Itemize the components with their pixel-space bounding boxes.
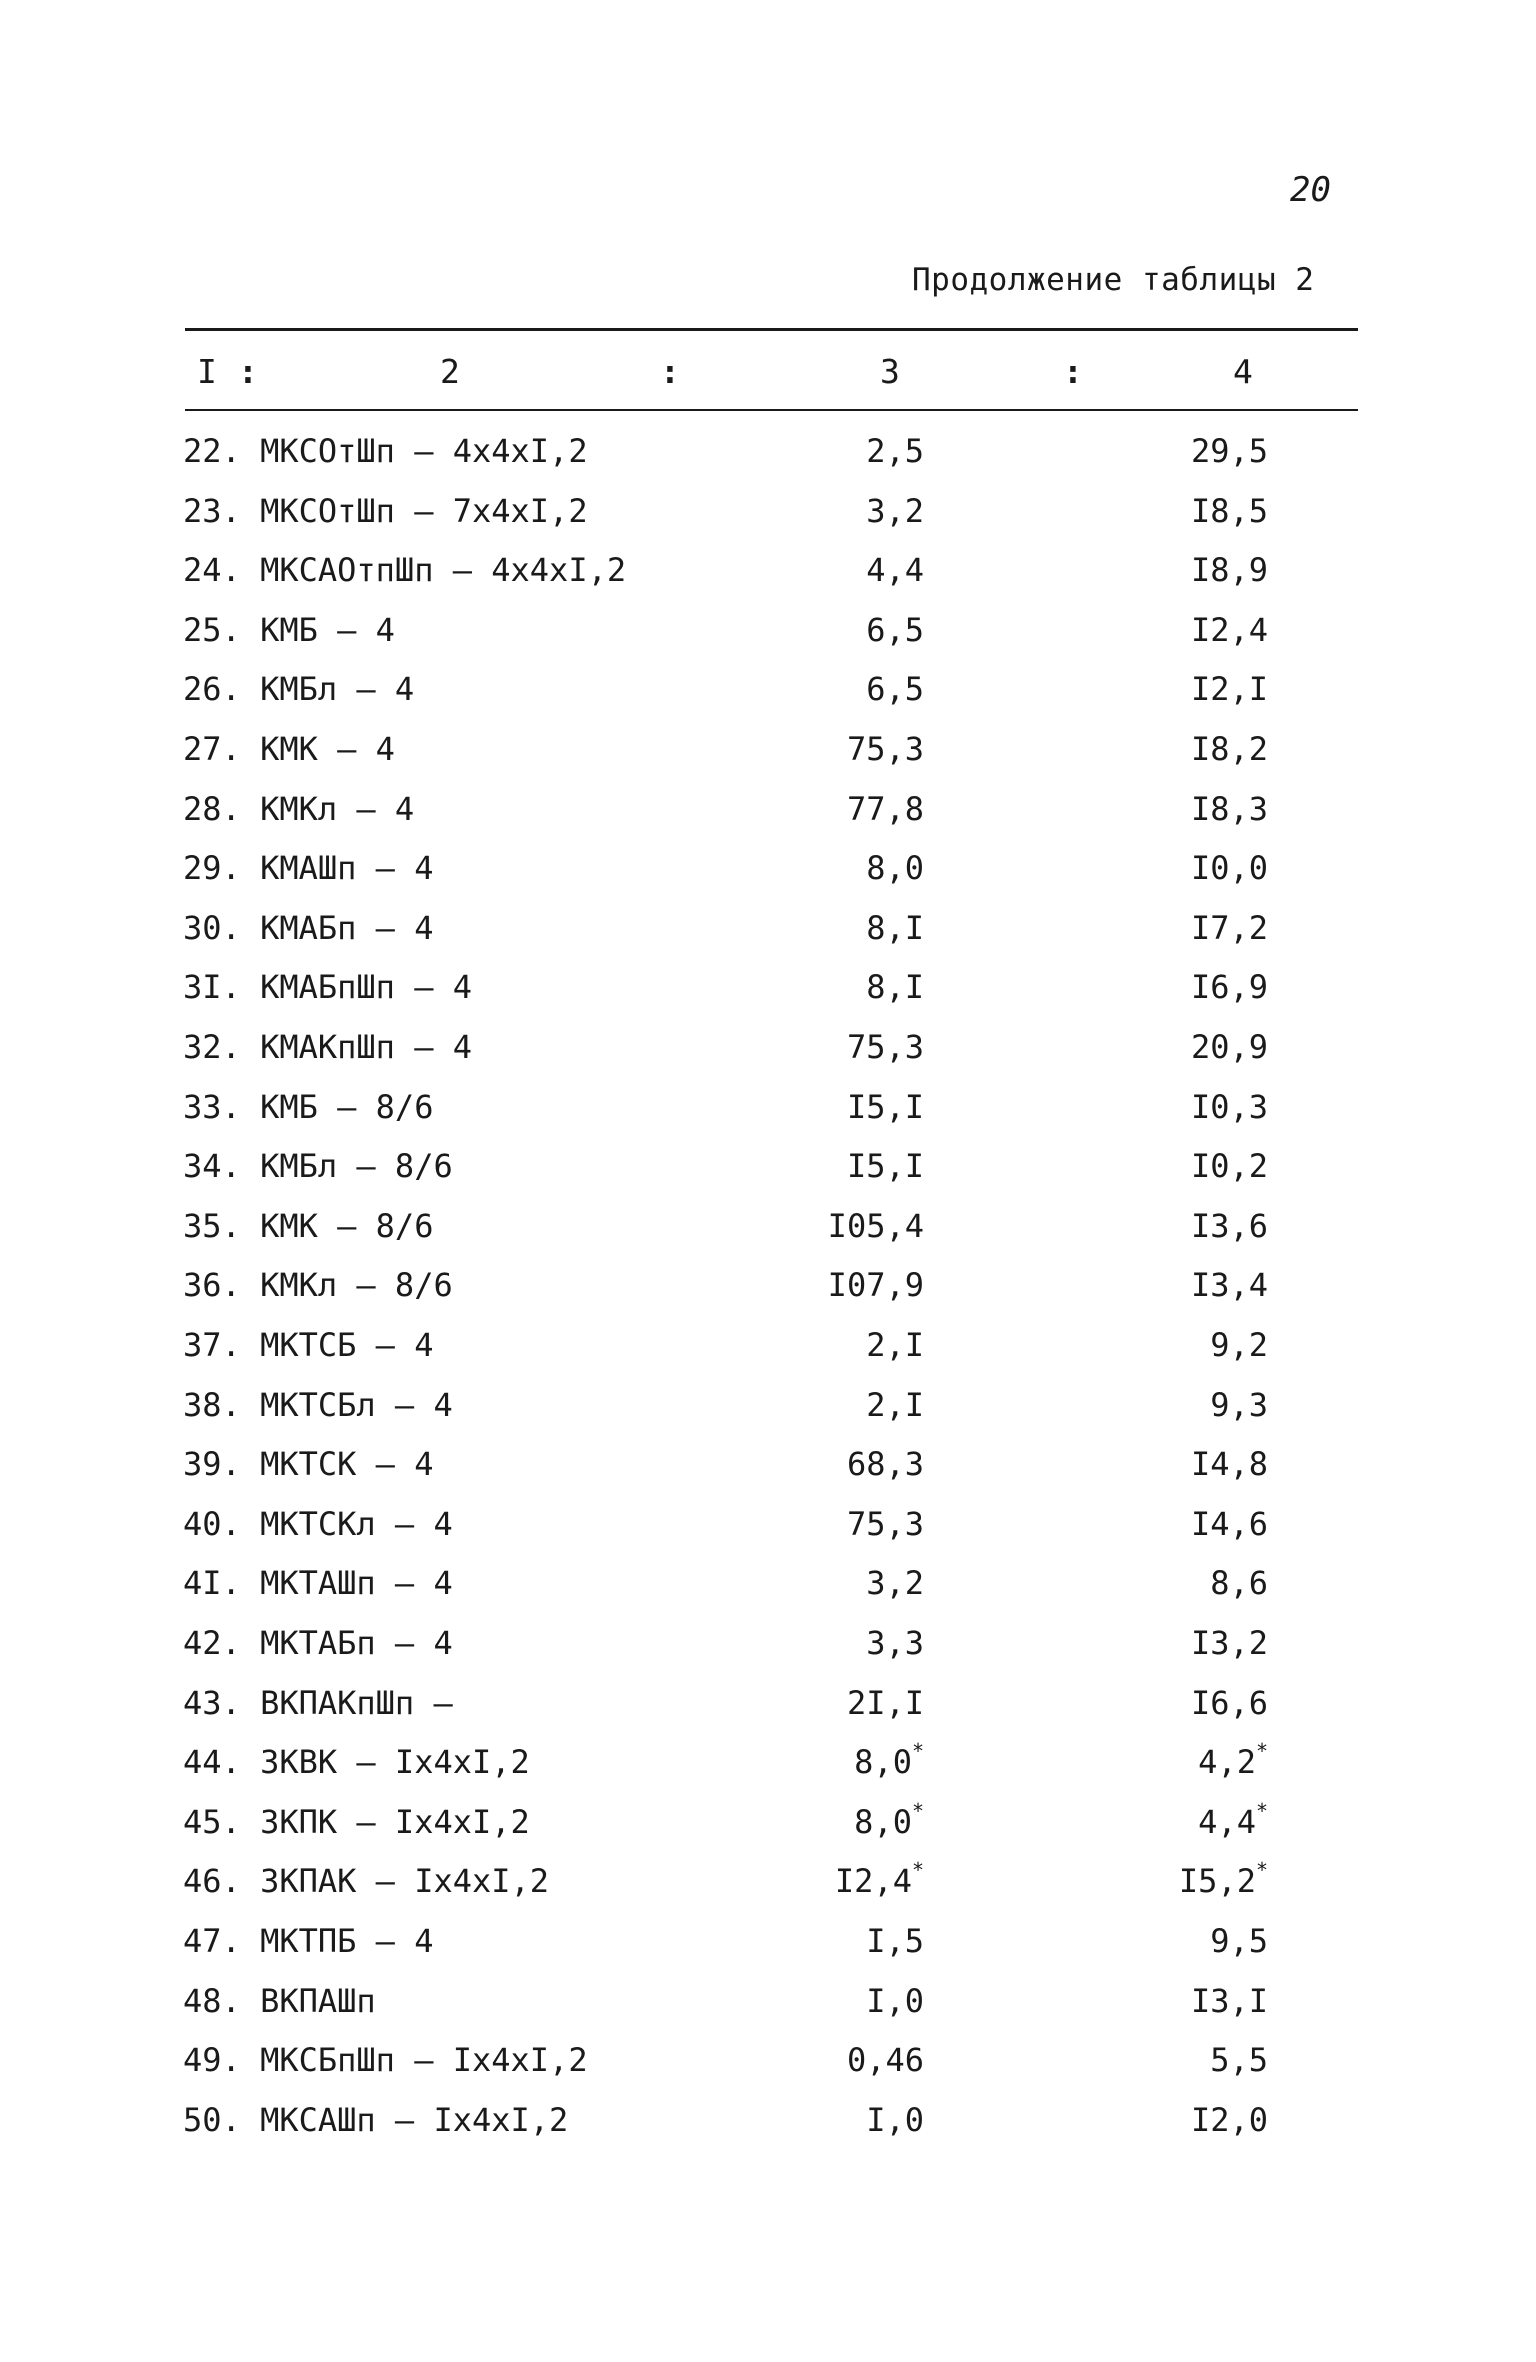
cell-value: 9,5 [1210, 1922, 1268, 1960]
table-row [0, 551, 1536, 601]
cell-col-4 [1191, 1266, 1268, 1304]
cell-col-3 [866, 670, 924, 708]
footnote-mark: * [1255, 1858, 1268, 1883]
table-row [0, 2101, 1536, 2151]
cell-col-3 [854, 1798, 924, 1841]
cable-designation: 26. КМБл – 4 [183, 670, 415, 709]
cell-col-3 [866, 1624, 924, 1662]
cell-col-4 [1191, 670, 1268, 708]
cell-value: I6,6 [1190, 1683, 1268, 1722]
cell-col-3 [854, 1739, 924, 1782]
cell-value: 3,2 [866, 1564, 924, 1603]
cell-value: 8,6 [1210, 1564, 1268, 1603]
header-col-1: I [197, 352, 217, 391]
cell-value: 29,5 [1190, 432, 1268, 470]
table-row [0, 1207, 1536, 1257]
header-separator-2: : [660, 352, 680, 391]
cable-designation: 32. КМАКпШп – 4 [183, 1028, 472, 1066]
cell-col-3 [828, 1266, 924, 1304]
table-row [0, 790, 1536, 840]
cell-col-3 [847, 1147, 924, 1185]
cell-col-3 [866, 909, 924, 947]
table-top-rule [185, 328, 1358, 331]
cable-designation: 22. МКСОтШп – 4x4xI,2 [183, 432, 588, 470]
cable-designation: 38. МКТСБл – 4 [183, 1385, 453, 1424]
cell-col-4 [1210, 2041, 1268, 2079]
header-col-4: 4 [1233, 352, 1253, 391]
cell-col-4 [1191, 1624, 1268, 1662]
cell-col-4 [1191, 1028, 1268, 1066]
cell-col-3 [866, 432, 924, 470]
cell-value: I07,9 [827, 1266, 924, 1305]
cable-designation: 40. МКТСКл – 4 [183, 1504, 453, 1543]
cell-value: I7,2 [1190, 908, 1268, 947]
cell-col-3 [847, 1028, 924, 1066]
cell-value: 8,I [866, 968, 924, 1007]
cell-col-4 [1191, 611, 1268, 649]
cable-designation: 28. КМКл – 4 [183, 789, 415, 828]
cell-value: 2I,I [846, 1683, 924, 1722]
table-row [0, 1798, 1536, 1853]
cell-col-4 [1210, 1922, 1268, 1960]
cable-designation: 50. МКСАШп – Ix4xI,2 [183, 2100, 569, 2139]
cable-designation: 39. МКТСК – 4 [183, 1445, 434, 1484]
cell-col-4 [1191, 849, 1268, 887]
cell-col-4 [1210, 1386, 1268, 1424]
cell-value: 2,I [866, 1326, 924, 1364]
cable-designation: 43. ВКПАКпШп – [183, 1683, 453, 1722]
cell-col-3 [866, 968, 924, 1006]
cell-col-3 [847, 730, 924, 768]
cell-value: 75,3 [846, 1028, 924, 1066]
cell-value: 5,5 [1210, 2041, 1268, 2080]
cable-designation: 45. ЗКПК – Ix4xI,2 [183, 1802, 530, 1841]
cable-designation: 48. ВКПАШп [183, 1981, 376, 2020]
cable-designation: 42. МКТАБп – 4 [183, 1624, 453, 1662]
cable-designation: 27. КМК – 4 [183, 730, 395, 768]
table-row [0, 2041, 1536, 2091]
cell-col-3 [828, 1207, 924, 1245]
cell-value: 8,0 [854, 1802, 912, 1841]
table-row [0, 1858, 1536, 1912]
cell-col-4 [1191, 1207, 1268, 1245]
cell-value: I3,I [1190, 1981, 1268, 2020]
table-row [0, 1028, 1536, 1078]
cell-col-4 [1191, 2101, 1268, 2139]
cell-value: 2,5 [866, 432, 924, 470]
cable-designation: 47. МКТПБ – 4 [183, 1922, 434, 1960]
cell-col-3 [847, 1505, 924, 1543]
table-row [0, 1739, 1536, 1793]
cell-value: I2,4 [834, 1862, 912, 1901]
cable-designation: 4I. МКТАШп – 4 [183, 1564, 453, 1603]
cell-col-4 [1191, 1445, 1268, 1483]
footnote-mark: * [1255, 1798, 1268, 1823]
cell-col-3 [866, 1564, 924, 1602]
cell-value: 3,3 [866, 1624, 924, 1662]
cell-value: I4,6 [1190, 1504, 1268, 1543]
cell-col-3 [847, 790, 924, 828]
cable-designation: 37. МКТСБ – 4 [183, 1326, 434, 1364]
table-row [0, 1982, 1536, 2032]
cell-col-3 [866, 2101, 924, 2139]
cell-col-4 [1191, 551, 1268, 589]
cell-col-4 [1191, 730, 1268, 768]
table-row [0, 1922, 1536, 1972]
cell-col-4 [1191, 1088, 1268, 1126]
cell-value: 4,2 [1198, 1743, 1256, 1782]
table-row [0, 1326, 1536, 1376]
table-row [0, 909, 1536, 959]
cell-value: 9,3 [1210, 1385, 1268, 1424]
footnote-mark: * [911, 1739, 924, 1764]
cell-value: 8,0 [854, 1743, 912, 1782]
cell-col-4 [1178, 1858, 1268, 1901]
cell-value: I8,3 [1190, 789, 1268, 828]
cell-col-3 [866, 611, 924, 649]
cell-value: I3,6 [1190, 1206, 1268, 1245]
cable-designation: 35. КМК – 8/6 [183, 1206, 434, 1245]
cell-value: I8,2 [1190, 730, 1268, 768]
cell-value: 4,4 [866, 551, 924, 590]
table-row [0, 1266, 1536, 1316]
table-row [0, 1088, 1536, 1138]
cell-value: I,5 [866, 1922, 924, 1960]
cell-value: I8,9 [1190, 551, 1268, 590]
cell-value: 8,0 [866, 849, 924, 888]
cable-designation: 3I. КМАБпШп – 4 [183, 968, 472, 1007]
cable-designation: 33. КМБ – 8/6 [183, 1087, 434, 1126]
table-row [0, 492, 1536, 542]
cell-col-3 [834, 1858, 924, 1901]
cable-designation: 46. ЗКПАК – Ix4xI,2 [183, 1862, 550, 1901]
cell-value: I05,4 [827, 1206, 924, 1245]
cell-value: 9,2 [1210, 1326, 1268, 1364]
cell-col-4 [1191, 432, 1268, 470]
table-row [0, 670, 1536, 720]
cell-value: I8,5 [1190, 491, 1268, 530]
cell-col-4 [1191, 968, 1268, 1006]
footnote-mark: * [911, 1858, 924, 1883]
cable-designation: 30. КМАБп – 4 [183, 908, 434, 947]
cell-col-4 [1198, 1798, 1268, 1841]
cable-designation: 24. МКСАОтпШп – 4x4xI,2 [183, 551, 627, 590]
cell-value: I2,4 [1190, 610, 1268, 649]
cell-col-3 [847, 1445, 924, 1483]
table-row [0, 1147, 1536, 1197]
cell-value: 6,5 [866, 610, 924, 649]
cable-designation: 36. КМКл – 8/6 [183, 1266, 453, 1305]
cell-value: 8,I [866, 908, 924, 947]
table-row [0, 1386, 1536, 1436]
table-row [0, 968, 1536, 1018]
cell-col-4 [1210, 1326, 1268, 1364]
cell-value: I0,0 [1190, 849, 1268, 888]
cell-col-3 [847, 1684, 924, 1722]
page-number: 20 [1290, 170, 1331, 210]
footnote-mark: * [911, 1798, 924, 1823]
cell-col-3 [847, 2041, 924, 2079]
cable-designation: 25. КМБ – 4 [183, 610, 395, 649]
cell-value: I4,8 [1190, 1445, 1268, 1484]
cell-col-3 [866, 551, 924, 589]
cell-value: I2,I [1190, 670, 1268, 709]
cell-value: 0,46 [846, 2041, 924, 2080]
cell-value: 20,9 [1190, 1028, 1268, 1066]
cell-value: I3,2 [1190, 1624, 1268, 1662]
cell-col-4 [1191, 1147, 1268, 1185]
cell-value: 68,3 [846, 1445, 924, 1484]
header-separator-3: : [1063, 352, 1083, 391]
table-row [0, 611, 1536, 661]
cell-col-4 [1191, 492, 1268, 530]
cell-value: 6,5 [866, 670, 924, 709]
header-col-2: 2 [440, 352, 460, 391]
cell-col-3 [866, 1922, 924, 1960]
cell-value: 2,I [866, 1385, 924, 1424]
cell-col-3 [866, 849, 924, 887]
table-row [0, 1564, 1536, 1614]
header-separator-1: : [238, 352, 258, 391]
cell-col-3 [866, 1326, 924, 1364]
table-row [0, 1684, 1536, 1734]
cell-col-4 [1210, 1564, 1268, 1602]
cell-value: I2,0 [1190, 2100, 1268, 2139]
cell-col-4 [1191, 1982, 1268, 2020]
cell-value: 3,2 [866, 491, 924, 530]
cell-col-4 [1191, 790, 1268, 828]
cell-value: 75,3 [846, 730, 924, 768]
cell-value: I5,2 [1178, 1862, 1256, 1901]
cell-value: I3,4 [1190, 1266, 1268, 1305]
cell-col-4 [1191, 1684, 1268, 1722]
cell-col-4 [1198, 1739, 1268, 1782]
table-row [0, 849, 1536, 899]
cell-col-4 [1191, 909, 1268, 947]
cell-value: I0,2 [1190, 1147, 1268, 1186]
cell-value: 77,8 [846, 789, 924, 828]
cable-designation: 34. КМБл – 8/6 [183, 1147, 453, 1186]
footnote-mark: * [1255, 1739, 1268, 1764]
table-caption: Продолжение таблицы 2 [912, 262, 1315, 298]
cell-col-3 [866, 492, 924, 530]
cell-value: I0,3 [1190, 1087, 1268, 1126]
cable-designation: 49. МКСБпШп – Ix4xI,2 [183, 2041, 588, 2080]
table-row [0, 432, 1536, 482]
cell-value: 4,4 [1198, 1802, 1256, 1841]
table-row [0, 1505, 1536, 1555]
cell-value: I,0 [866, 1981, 924, 2020]
table-row [0, 1445, 1536, 1495]
cell-value: I5,I [846, 1147, 924, 1186]
cell-value: I5,I [846, 1087, 924, 1126]
cable-designation: 23. МКСОтШп – 7x4xI,2 [183, 491, 588, 530]
header-col-3: 3 [880, 352, 900, 391]
cell-col-4 [1191, 1505, 1268, 1543]
cell-value: I6,9 [1190, 968, 1268, 1007]
cell-col-3 [847, 1088, 924, 1126]
cell-col-3 [866, 1386, 924, 1424]
cell-value: I,0 [866, 2100, 924, 2139]
table-row [0, 730, 1536, 780]
cell-value: 75,3 [846, 1504, 924, 1543]
cable-designation: 29. КМАШп – 4 [183, 849, 434, 888]
cell-col-3 [866, 1982, 924, 2020]
cable-designation: 44. ЗКВК – Ix4xI,2 [183, 1743, 530, 1782]
table-row [0, 1624, 1536, 1674]
table-header-rule [185, 409, 1358, 411]
